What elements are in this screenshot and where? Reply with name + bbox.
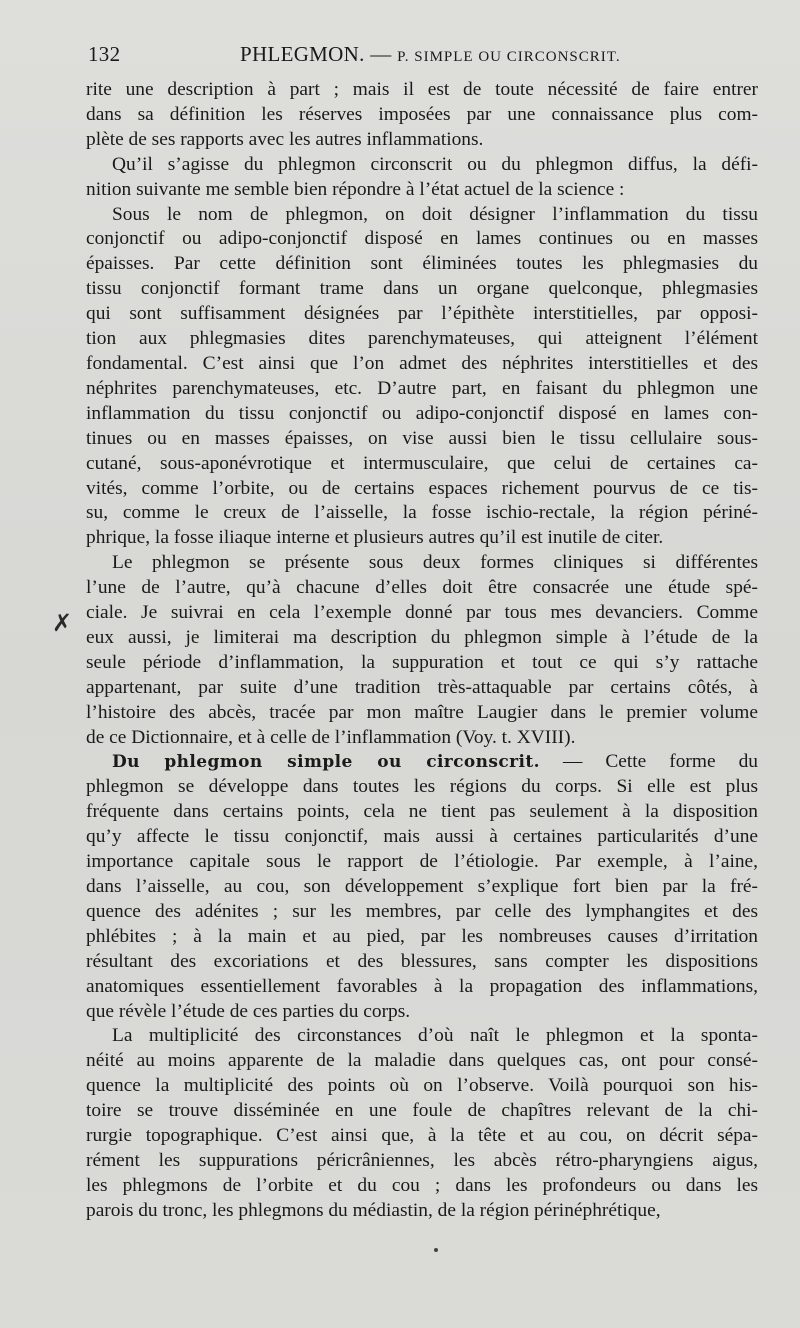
text-line: toire se trouve disséminée en une foule de chapîtres relevant de la chi-: [86, 1100, 758, 1122]
text-line: seule période d’inflammation, la suppuration et tout ce qui s’y rattache: [86, 651, 758, 673]
text-line: tissu conjonctif formant trame dans un organe quelconque, phlegmasies: [86, 278, 758, 300]
body-text: [86, 78, 758, 1224]
paragraph: [86, 551, 758, 750]
text-line: tion aux phlegmasies dites parenchymateuses, qui atteignent l’élément: [86, 328, 758, 350]
text-line: épaisses. Par cette définition sont éliminées toutes les phlegmasies du: [86, 253, 758, 275]
paragraph: [86, 78, 758, 153]
text-line: Le phlegmon se présente sous deux formes cliniques si différentes: [112, 552, 758, 574]
text-line: néphrites parenchymateuses, etc. D’autre part, en faisant du phlegmon une: [86, 377, 758, 399]
section-heading: Du phlegmon simple ou circonscrit.: [112, 752, 540, 773]
paragraph: [86, 750, 758, 1024]
text-line: Du phlegmon simple ou circonscrit. — Cette forme du: [112, 751, 758, 773]
text-line: phlébites ; à la main et au pied, par les nombreuses causes d’irritation: [86, 925, 758, 947]
text-line: su, comme le creux de l’aisselle, la fosse ischio-rectale, la région périné-: [86, 502, 758, 524]
text-line: Qu’il s’agisse du phlegmon circonscrit ou du phlegmon diffus, la défi-: [112, 153, 758, 175]
text-line: tinues ou en masses épaisses, on vise aussi bien le tissu cellulaire sous-: [86, 427, 758, 449]
text-line: fréquente dans certains points, cela ne tient pas seulement à la disposition: [86, 801, 758, 823]
text-line: rément les suppurations péricrâniennes, les abcès rétro-pharyngiens aigus,: [86, 1149, 758, 1171]
text-line: quence des adénites ; sur les membres, par celle des lymphangites et des: [86, 900, 758, 922]
running-title-sub: P. SIMPLE OU CIRCONSCRIT.: [397, 49, 621, 65]
text-line: La multiplicité des circonstances d’où naît le phlegmon et la sponta-: [112, 1025, 758, 1047]
text-line: ciale. Je suivrai en cela l’exemple donné par tous mes devanciers. Comme: [86, 602, 758, 624]
text-line: néité au moins apparente de la maladie dans quelques cas, ont pour consé-: [86, 1050, 758, 1072]
text-line: que révèle l’étude de ces parties du corps.: [86, 1000, 411, 1022]
text-line: parois du tronc, les phlegmons du médiastin, de la région périnéphrétique,: [86, 1199, 661, 1221]
paragraph: [86, 1024, 758, 1223]
text-line: fondamental. C’est ainsi que l’on admet des néphrites interstitielles et des: [86, 352, 758, 374]
text-line: qui sont suffisamment désignées par l’épithète interstitielles, par opposi-: [86, 303, 758, 325]
text-line: résultant des excoriations et des blessures, sans compter les dispositions: [86, 950, 758, 972]
text-line: appartenant, par suite d’une tradition très-attaquable par certains côtés, à: [86, 676, 758, 698]
running-title-dash: —: [370, 42, 392, 66]
text-line: dans sa définition les réserves imposées par une connaissance plus com-: [86, 103, 758, 125]
running-title-main: PHLEGMON.: [240, 42, 365, 66]
text-line: vités, comme l’orbite, ou de certains espaces richement pourvus de ce tis-: [86, 477, 758, 499]
text-line: plète de ses rapports avec les autres inflammations.: [86, 128, 484, 150]
text-line: eux aussi, je limiterai ma description du phlegmon simple à l’étude de la: [86, 626, 758, 648]
text-line: l’histoire des abcès, tracée par mon maître Laugier dans le premier volume: [86, 701, 758, 723]
text-line: conjonctif ou adipo-conjonctif disposé en lames continues ou en masses: [86, 228, 758, 250]
text-line: rite une description à part ; mais il est de toute nécessité de faire entrer: [86, 79, 758, 100]
text-line: nition suivante me semble bien répondre à l’état actuel de la science :: [86, 178, 625, 200]
text-line: qu’y affecte le tissu conjonctif, mais aussi à certaines particularités d’une: [86, 826, 758, 848]
text-line: phrique, la fosse iliaque interne et plusieurs autres qu’il est inutile de citer.: [86, 527, 664, 549]
running-header: [88, 42, 754, 72]
text-line: quence la multiplicité des points où on l’observe. Voilà pourquoi son his-: [86, 1075, 758, 1097]
paragraph: [86, 153, 758, 203]
text-line: cutané, sous-aponévrotique et intermusculaire, que celui de certaines ca-: [86, 452, 758, 474]
margin-annotation-mark: ✗: [52, 611, 73, 637]
text-line: les phlegmons de l’orbite et du cou ; dans les profondeurs ou dans les: [86, 1174, 758, 1196]
running-title: [240, 42, 621, 67]
text-line: de ce Dictionnaire, et à celle de l’inflammation (Voy. t. XVIII).: [86, 726, 576, 748]
text-line: rurgie topographique. C’est ainsi que, à la tête et au cou, on décrit sépa-: [86, 1125, 758, 1147]
text-line: phlegmon se développe dans toutes les régions du corps. Si elle est plus: [86, 776, 758, 798]
page-number: 132: [88, 42, 121, 66]
text-line: Sous le nom de phlegmon, on doit désigner l’inflammation du tissu: [112, 203, 758, 225]
paragraph: [86, 203, 758, 552]
text-line: anatomiques essentiellement favorables à la propagation des inflammations,: [86, 975, 758, 997]
text-line: importance capitale sous le rapport de l’étiologie. Par exemple, à l’aine,: [86, 851, 758, 873]
text-line: dans l’aisselle, au cou, son développement s’explique fort bien par la fré-: [86, 876, 758, 897]
text-line: inflammation du tissu conjonctif ou adipo-conjonctif disposé en lames con-: [86, 402, 758, 424]
text-line: l’une de l’autre, qu’à chacune d’elles doit être consacrée une étude spé-: [86, 577, 758, 599]
print-speck: [434, 1248, 438, 1252]
